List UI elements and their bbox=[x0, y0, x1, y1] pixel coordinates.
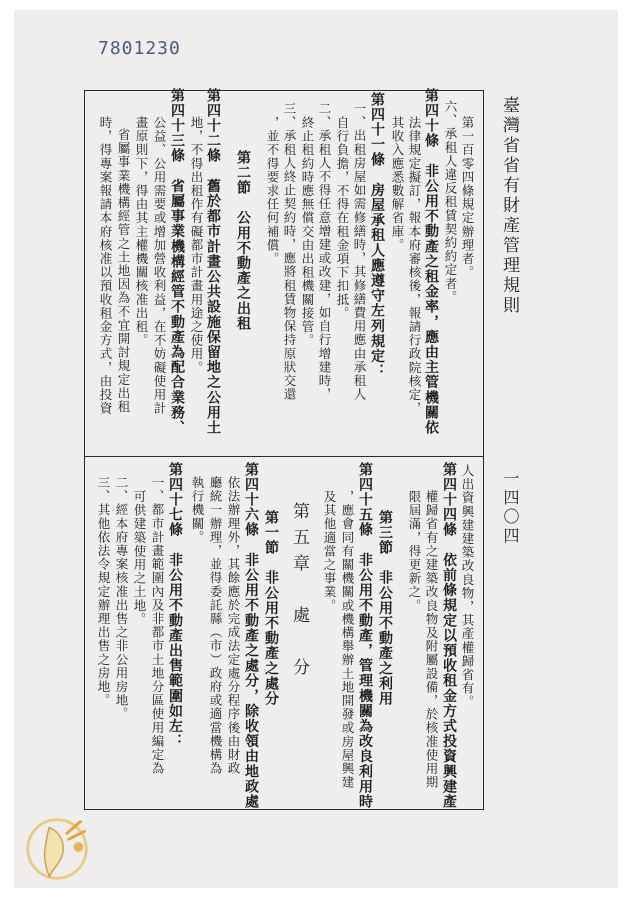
bottom-col-11: 第四十六條 非公用不動產之處分，除收領由地政處 bbox=[243, 462, 259, 810]
top-col-15: 地，不得出租作有礙都市計畫用途之使用。 bbox=[189, 116, 204, 375]
top-col-18: 畫原則下，得由其主權機關核准出租。 bbox=[134, 116, 149, 348]
bottom-col-17: 可供建築使用之土地。 bbox=[132, 490, 147, 626]
chapter-heading: 第五章 處 分 bbox=[289, 502, 309, 684]
top-col-1: 第一百零四條規定辦理者。 bbox=[460, 116, 475, 280]
bottom-col-15: 第四十七條 非公用不動產出售範圍如左： bbox=[167, 462, 183, 749]
top-col-3: 第四十條 非公用不動產之租金率，應由主管機關依 bbox=[423, 88, 439, 436]
bottom-col-10: 第一節 非公用不動產之處分 bbox=[263, 510, 279, 707]
top-col-8: 自行負擔，不得在租金項下扣抵。 bbox=[335, 116, 350, 320]
top-col-17: 公益、公用需要或增加營收利益，在不妨礙使用計 bbox=[152, 116, 167, 416]
section-divider bbox=[84, 456, 484, 457]
top-col-13: 第二節 公用不動產之出租 bbox=[235, 150, 251, 332]
top-col-4: 法律規定擬訂，報本府審核後，報請行政院核定， bbox=[407, 116, 422, 416]
bottom-col-4: 限屆滿，得更新之。 bbox=[407, 490, 422, 613]
bottom-col-14: 執行機關。 bbox=[190, 476, 205, 544]
top-col-11: 三、承租人終止契約時，應將租賃物保持原狀交還 bbox=[282, 102, 297, 402]
top-col-2: 六、承租人違反租賃契約約定者。 bbox=[443, 100, 458, 304]
archive-logo-icon bbox=[20, 808, 98, 886]
top-col-5: 其收入應悉數解省庫。 bbox=[390, 116, 405, 252]
page-number: 一四〇四 bbox=[501, 470, 520, 546]
top-col-19: 省屬事業機構經管之土地因為不宜開討規定出租 bbox=[116, 128, 131, 414]
top-col-6: 第四十一條 房屋承租人應遵守左列規定： bbox=[369, 92, 385, 379]
top-col-9: 二、承租人不得任意增建或改建，如自行增建時， bbox=[317, 102, 332, 402]
top-col-16: 第四十三條 省屬事業機構經管不動產為配合業務、 bbox=[169, 88, 185, 436]
top-col-7: 一、出租房屋如需修繕時，其修繕費用應由承租人 bbox=[352, 102, 367, 402]
top-col-10: 終止租約時應無償交由出租機關接管。 bbox=[300, 116, 315, 348]
top-col-12: ，並不得要求任何補償。 bbox=[265, 116, 280, 266]
bottom-col-2: 第四十四條 依前條規定以預收租金方式投資興建產 bbox=[441, 462, 457, 810]
bottom-col-12: 依法辦理外，其餘應於完成法定處分程序後由財政 bbox=[226, 476, 241, 776]
top-col-20: 時，得專案報請本府核准以預收租金方式，由投資 bbox=[98, 116, 113, 416]
bottom-col-5: 第三節 非公用不動產之利用 bbox=[377, 510, 393, 707]
bottom-col-3: 權歸省有之建築改良物及附屬設備，於核准使用期 bbox=[424, 490, 439, 790]
bottom-col-6: 第四十五條 非公用不動產，管理機關為改良利用時 bbox=[357, 462, 373, 810]
bottom-col-8: 及其他適當之事業。 bbox=[322, 490, 337, 613]
bottom-col-19: 三、其他依法令規定辦理出售之房地。 bbox=[96, 476, 111, 708]
archive-stamp-number: 7801230 bbox=[98, 38, 181, 59]
bottom-col-18: 二、經本府專案核准出售之非公用房地。 bbox=[114, 476, 129, 721]
top-col-14: 第四十二條 舊於都市計畫公共設施保留地之公用土 bbox=[205, 88, 221, 436]
bottom-col-1: 人出資興建建築改良物，其產權歸省有。 bbox=[460, 464, 475, 709]
bottom-col-16: 一、都市計畫範圍內及非都市土地分區使用編定為 bbox=[150, 476, 165, 776]
running-title: 臺灣省省有財產管理規則 bbox=[499, 96, 519, 316]
bottom-col-13: 廳統一辦理，並得委託縣（市）政府或適當機構為 bbox=[208, 476, 223, 776]
bottom-col-7: ，應會同有關機關或機構舉辦土地開發或房屋興建 bbox=[340, 490, 355, 790]
